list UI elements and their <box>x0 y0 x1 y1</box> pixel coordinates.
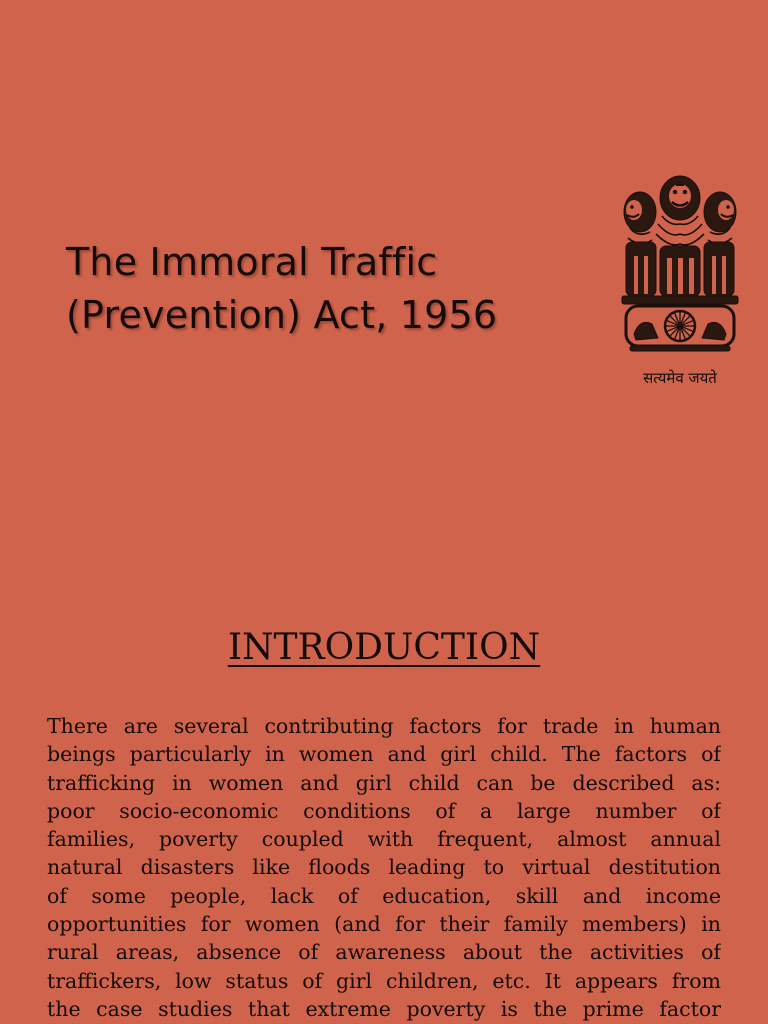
title-line-1: The Immoral Traffic <box>66 240 438 284</box>
paragraph-line: There are several contributing factors for trade in human <box>47 714 721 738</box>
paragraph-line: opportunities for women (and for their family members) in <box>47 912 721 937</box>
paragraph-line: natural disasters like floods leading to virtual destitution <box>47 855 721 880</box>
paragraph-line: rural areas, absence of awareness about the activities of <box>47 940 721 965</box>
title-line-2: (Prevention) Act, 1956 <box>66 293 498 337</box>
paragraph-line: trafficking in women and girl child can be described as: <box>47 770 721 795</box>
document-title <box>66 236 606 342</box>
introduction-heading-text: INTRODUCTION <box>227 627 541 668</box>
introduction-paragraph <box>47 712 721 1023</box>
national-emblem-lion-capital-icon <box>612 168 748 392</box>
introduction-heading <box>0 624 768 672</box>
paragraph-line: beings particularly in women and girl child. The factors of <box>47 742 721 767</box>
paragraph-line: the case studies that extreme poverty is the prime factor <box>47 996 721 1021</box>
paragraph-line: families, poverty coupled with frequent, almost annual <box>47 827 721 852</box>
emblem-motto: सत्यमेव जयते <box>643 369 717 387</box>
paragraph-line: poor socio-economic conditions of a large number of <box>47 798 721 823</box>
paragraph-line: traffickers, low status of girl children, etc. It appears from <box>47 968 721 993</box>
paragraph-line: of some people, lack of education, skill and income <box>47 883 721 908</box>
